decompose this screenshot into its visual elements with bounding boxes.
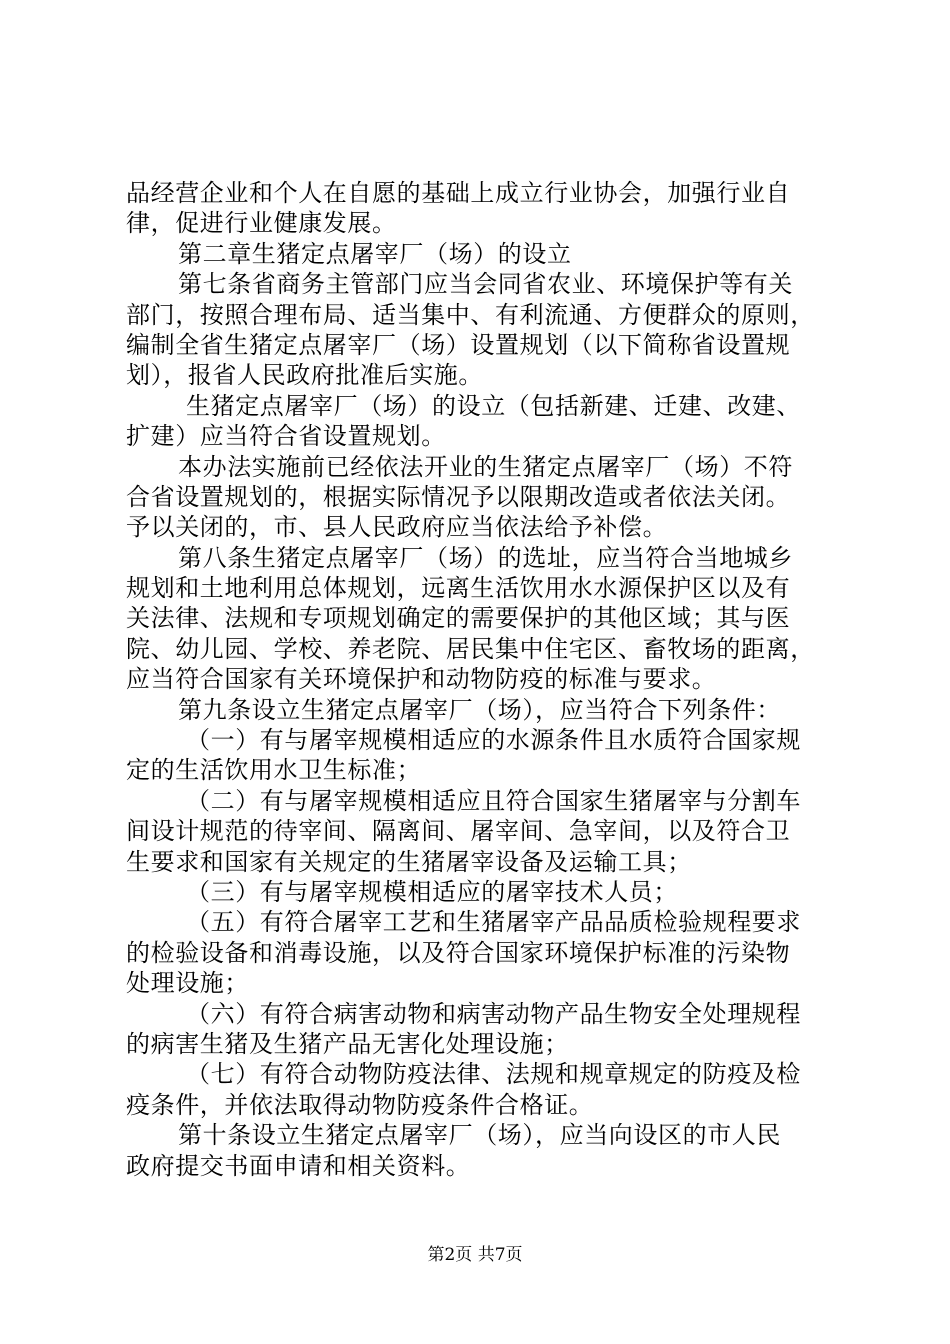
text-line: 院、幼儿园、学校、养老院、居民集中住宅区、畜牧场的距离， — [126, 634, 815, 663]
text-line: 部门，按照合理布局、适当集中、有利流通、方便群众的原则， — [126, 300, 815, 329]
text-line: 第九条设立生猪定点屠宰厂（场），应当符合下列条件： — [178, 695, 781, 724]
text-line: 扩建）应当符合省设置规划。 — [126, 422, 446, 451]
text-line: 律，促进行业健康发展。 — [126, 209, 397, 238]
text-line: 生猪定点屠宰厂（场）的设立（包括新建、迁建、改建、 — [186, 391, 801, 420]
chapter-heading: 第二章生猪定点屠宰厂（场）的设立 — [178, 239, 572, 268]
text-line: （一）有与屠宰规模相适应的水源条件且水质符合国家规 — [186, 726, 801, 755]
text-line: 划），报省人民政府批准后实施。 — [126, 361, 483, 390]
text-line: 品经营企业和个人在自愿的基础上成立行业协会，加强行业自 — [126, 179, 791, 207]
text-line: 间设计规范的待宰间、隔离间、屠宰间、急宰间，以及符合卫 — [126, 817, 791, 846]
text-line: 的病害生猪及生猪产品无害化处理设施； — [126, 1029, 569, 1058]
text-line: （三）有与屠宰规模相适应的屠宰技术人员； — [186, 877, 678, 906]
text-line: 定的生活饮用水卫生标准； — [126, 756, 422, 785]
text-line: 应当符合国家有关环境保护和动物防疫的标准与要求。 — [126, 665, 717, 694]
document-body — [126, 178, 836, 1181]
text-line: 的检验设备和消毒设施，以及符合国家环境保护标准的污染物 — [126, 938, 791, 967]
text-line: 生要求和国家有关规定的生猪屠宰设备及运输工具； — [126, 847, 692, 876]
text-line: 规划和土地利用总体规划，远离生活饮用水水源保护区以及有 — [126, 574, 791, 603]
text-line: 予以关闭的，市、县人民政府应当依法给予补偿。 — [126, 513, 668, 542]
text-line: 政府提交书面申请和相关资料。 — [126, 1151, 471, 1180]
text-line: 第十条设立生猪定点屠宰厂（场），应当向设区的市人民 — [178, 1121, 781, 1150]
text-line: （二）有与屠宰规模相适应且符合国家生猪屠宰与分割车 — [186, 786, 801, 815]
text-line: 第八条生猪定点屠宰厂（场）的选址，应当符合当地城乡 — [178, 543, 793, 572]
text-line: 疫条件，并依法取得动物防疫条件合格证。 — [126, 1090, 594, 1119]
text-line: （五）有符合屠宰工艺和生猪屠宰产品品质检验规程要求 — [186, 908, 801, 937]
text-line: 关法律、法规和专项规划确定的需要保护的其他区域；其与医 — [126, 604, 791, 633]
text-line: （六）有符合病害动物和病害动物产品生物安全处理规程 — [186, 999, 801, 1028]
text-line: 编制全省生猪定点屠宰厂（场）设置规划（以下简称省设置规 — [126, 330, 791, 359]
text-line: （七）有符合动物防疫法律、法规和规章规定的防疫及检 — [186, 1060, 801, 1089]
text-line: 本办法实施前已经依法开业的生猪定点屠宰厂（场）不符 — [178, 452, 793, 481]
text-line: 合省设置规划的，根据实际情况予以限期改造或者依法关闭。 — [126, 482, 791, 511]
text-line: 处理设施； — [126, 969, 249, 998]
page-number-footer: 第2页 共7页 — [427, 1245, 523, 1265]
text-line: 第七条省商务主管部门应当会同省农业、环境保护等有关 — [178, 270, 793, 299]
